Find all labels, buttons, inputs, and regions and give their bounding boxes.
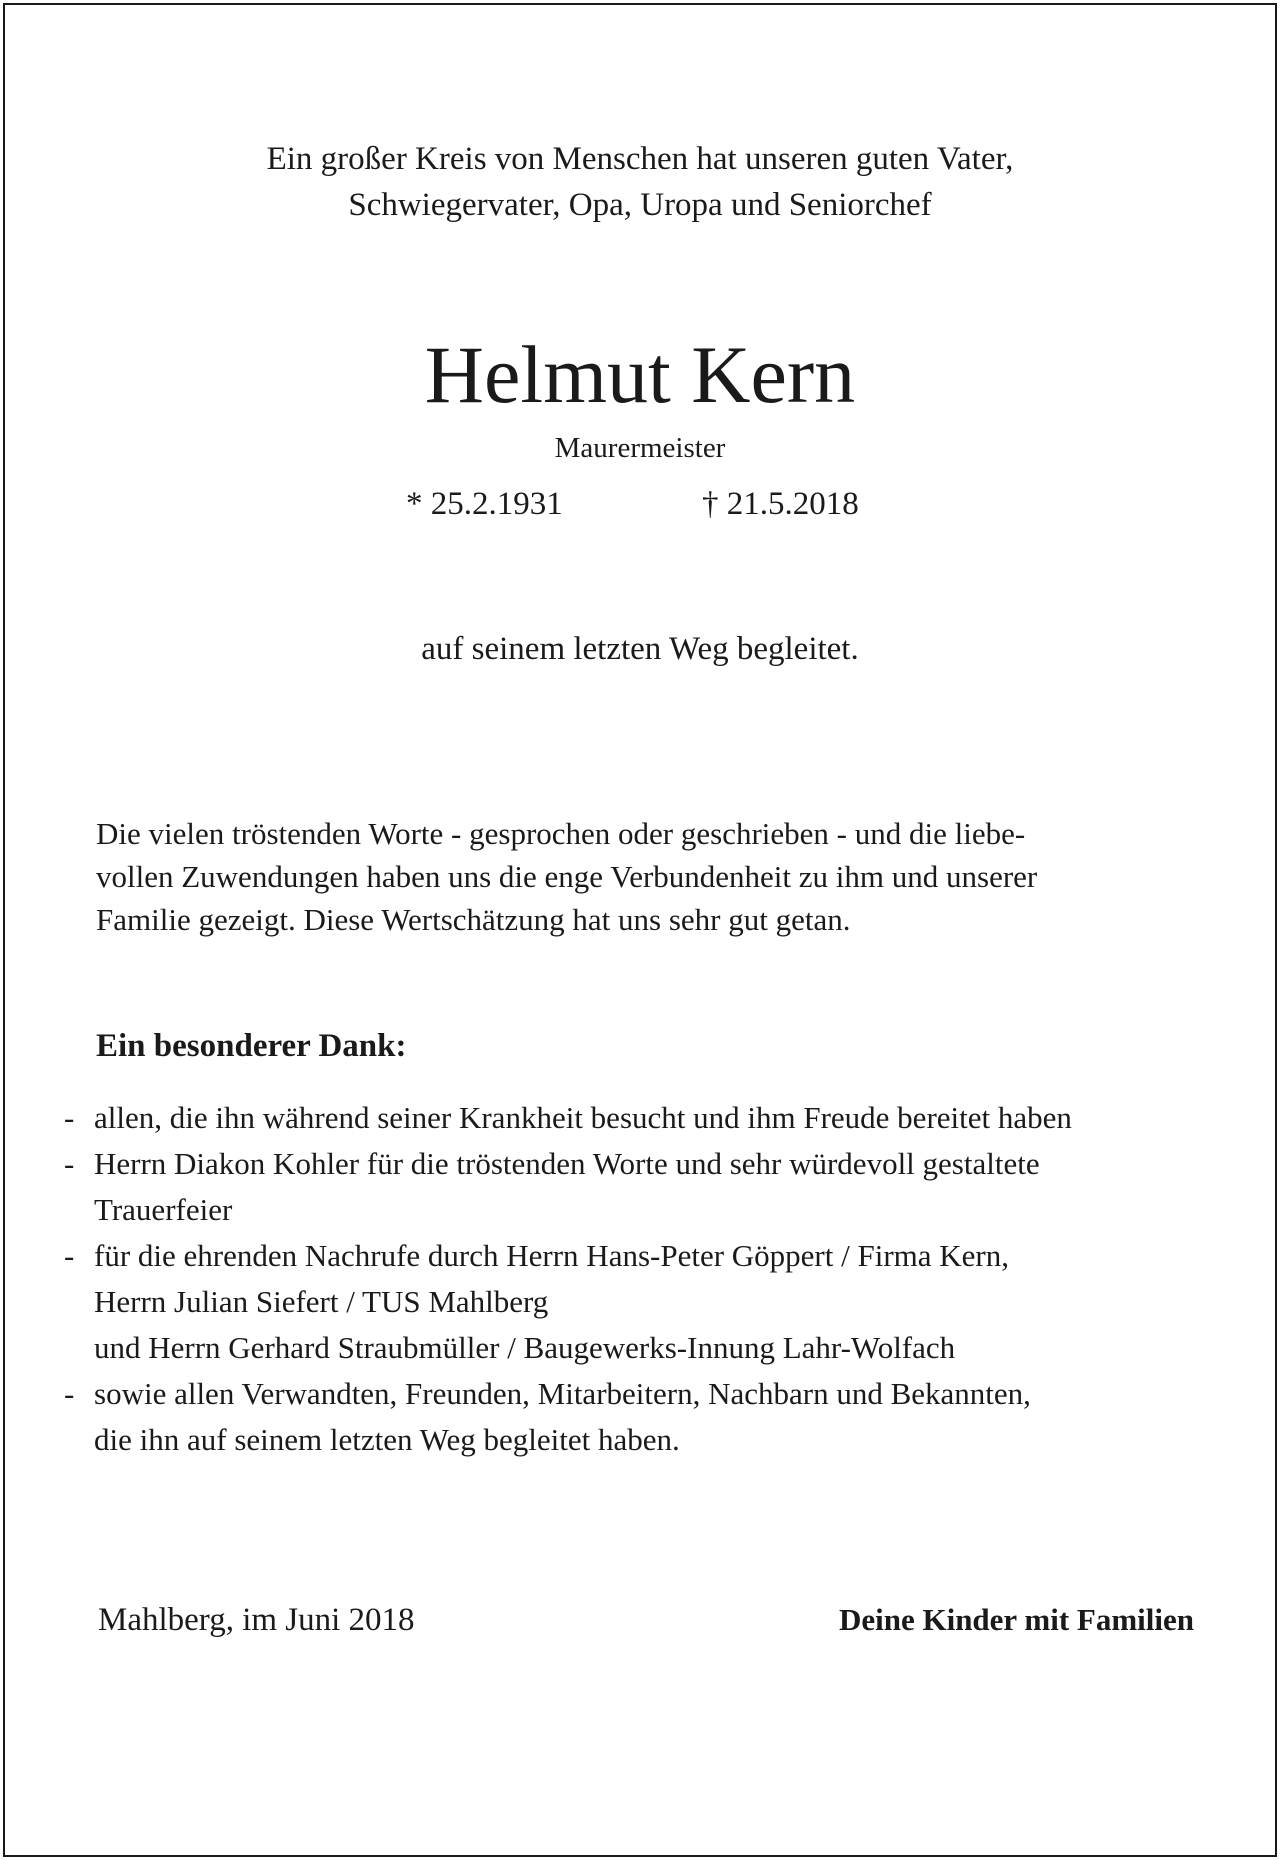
- birth-date: * 25.2.1931: [406, 486, 563, 522]
- thanks-item: [64, 1233, 1072, 1371]
- place-and-date: Mahlberg, im Juni 2018: [98, 1602, 415, 1638]
- thanks-item-line: allen, die ihn während seiner Krankheit besucht und ihm Freude bereitet haben: [94, 1100, 1072, 1135]
- intro-line: Ein großer Kreis von Menschen hat unseren guten Vater,: [266, 141, 1014, 177]
- list-dash: -: [64, 1146, 75, 1181]
- list-dash: -: [64, 1376, 75, 1411]
- thanks-item-line: für die ehrenden Nachrufe durch Herrn Hans-Peter Göppert / Firma Kern,: [94, 1238, 1009, 1273]
- paragraph-line: Familie gezeigt. Diese Wertschätzung hat uns sehr gut getan.: [96, 902, 851, 937]
- list-dash: -: [64, 1238, 75, 1273]
- intro-line: Schwiegervater, Opa, Uropa und Seniorchef: [348, 187, 932, 223]
- thanks-item: [64, 1141, 1072, 1233]
- deceased-name: Helmut Kern: [424, 329, 856, 420]
- thanks-item-line: sowie allen Verwandten, Freunden, Mitarbeitern, Nachbarn und Bekannten,: [94, 1376, 1031, 1411]
- thanks-item: [64, 1371, 1072, 1463]
- list-dash: -: [64, 1100, 75, 1135]
- thanks-heading: Ein besonderer Dank:: [96, 1028, 407, 1064]
- paragraph-line: Die vielen tröstenden Worte - gesprochen oder geschrieben - und die liebe-: [96, 816, 1026, 851]
- thanks-item-line: Herrn Diakon Kohler für die tröstenden Worte und sehr würdevoll gestaltete: [94, 1146, 1040, 1181]
- thanks-list: [64, 1095, 1072, 1463]
- paragraph-line: vollen Zuwendungen haben uns die enge Verbundenheit zu ihm und unserer: [96, 859, 1038, 894]
- death-date: † 21.5.2018: [702, 486, 859, 522]
- thanks-item-line: Herrn Julian Siefert / TUS Mahlberg: [94, 1284, 549, 1319]
- deceased-profession: Maurermeister: [554, 432, 726, 464]
- signature: Deine Kinder mit Familien: [838, 1602, 1194, 1637]
- intro-text: [0, 136, 1280, 228]
- gratitude-paragraph: [96, 812, 1037, 941]
- thanks-item-line: und Herrn Gerhard Straubmüller / Baugewerks-Innung Lahr-Wolfach: [94, 1330, 956, 1365]
- accompanied-text: auf seinem letzten Weg begleitet.: [421, 631, 859, 667]
- thanks-item-line: die ihn auf seinem letzten Weg begleitet haben.: [94, 1422, 680, 1457]
- thanks-item: [64, 1095, 1072, 1141]
- thanks-item-line: Trauerfeier: [94, 1192, 233, 1227]
